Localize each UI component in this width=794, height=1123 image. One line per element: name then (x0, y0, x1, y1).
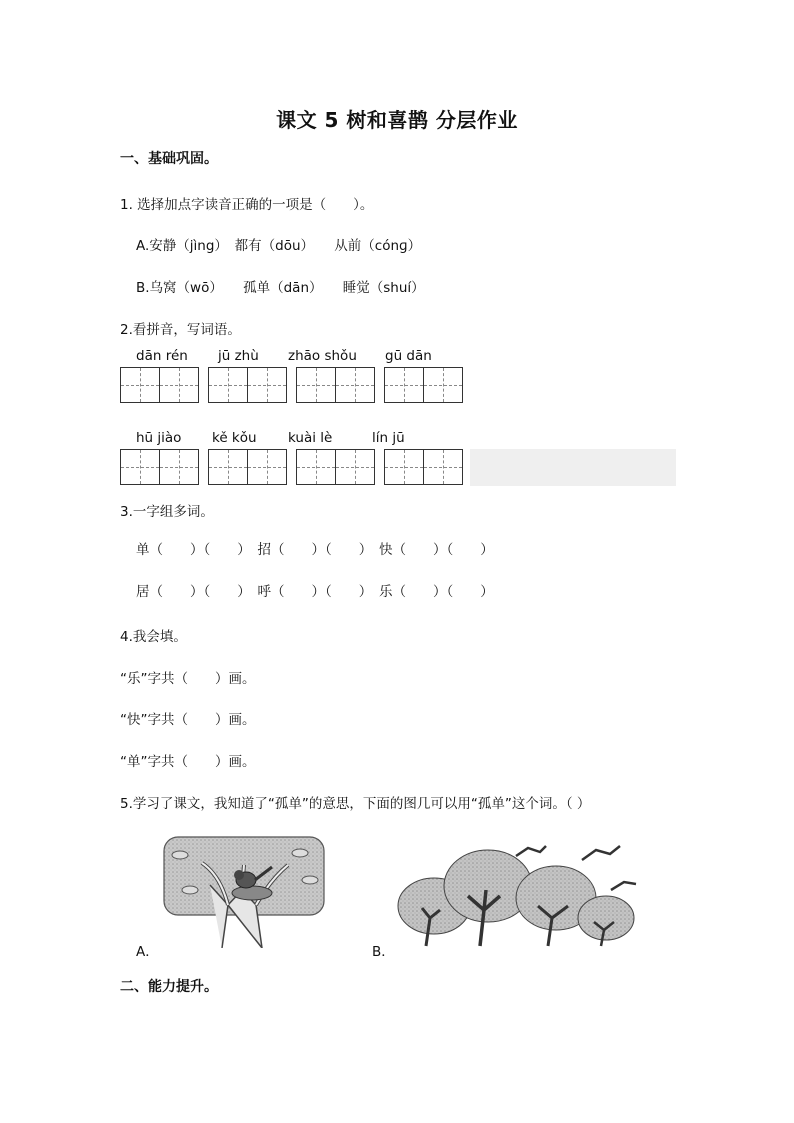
word-box[interactable] (120, 449, 199, 485)
section-heading-improvement: 二、能力提升。 (120, 979, 218, 995)
question-4-line-3: “单”字共（ ）画。 (120, 754, 256, 770)
question-3-line-2: 居（ ）（ ） 呼（ ）（ ） 乐（ ）（ ） (136, 584, 494, 600)
word-box[interactable] (120, 367, 199, 403)
picture-a-label: A． (136, 944, 159, 960)
pinyin-label: hū jiào (136, 430, 182, 446)
section-heading-basics: 一、基础巩固。 (120, 151, 218, 167)
word-box[interactable] (208, 367, 287, 403)
question-2-stem: 2.看拼音，写词语。 (120, 322, 241, 338)
pinyin-label: jū zhù (218, 348, 259, 364)
word-box[interactable] (384, 449, 463, 485)
pinyin-label: dān rén (136, 348, 188, 364)
word-box[interactable] (296, 449, 375, 485)
page-title: 课文 5 树和喜鹊 分层作业 (276, 108, 518, 132)
question-1-option-b: B.乌窝（wō） 孤单（dān） 睡觉（shuí） (136, 280, 425, 296)
pinyin-label: lín jū (372, 430, 405, 446)
pinyin-label: gū dān (385, 348, 432, 364)
question-1-option-a: A.安静（jìng） 都有（dōu） 从前（cónɡ） (136, 238, 422, 254)
pinyin-label: kě kǒu (212, 430, 257, 446)
word-box[interactable] (384, 367, 463, 403)
question-3-stem: 3.一字组多词。 (120, 504, 214, 520)
shaded-area (470, 449, 676, 486)
question-4-line-1: “乐”字共（ ）画。 (120, 671, 256, 687)
tree-with-bird-illustration (160, 835, 330, 948)
question-4-line-2: “快”字共（ ）画。 (120, 712, 256, 728)
word-box[interactable] (208, 449, 287, 485)
question-4-stem: 4.我会填。 (120, 629, 187, 645)
pinyin-label: zhāo shǒu (288, 348, 357, 364)
question-3-line-1: 单（ ）（ ） 招（ ）（ ） 快（ ）（ ） (136, 542, 494, 558)
pinyin-label: kuài lè (288, 430, 333, 446)
question-1-stem: 1. 选择加点字读音正确的一项是（ ）。 (120, 197, 374, 213)
word-box[interactable] (296, 367, 375, 403)
forest-with-birds-illustration (396, 838, 644, 948)
writing-grid-row-1 (120, 367, 463, 403)
question-5-stem: 5.学习了课文，我知道了“孤单”的意思，下面的图几可以用“孤单”这个词。（ ） (120, 796, 591, 812)
picture-b-label: B． (372, 944, 395, 960)
writing-grid-row-2 (120, 449, 463, 485)
